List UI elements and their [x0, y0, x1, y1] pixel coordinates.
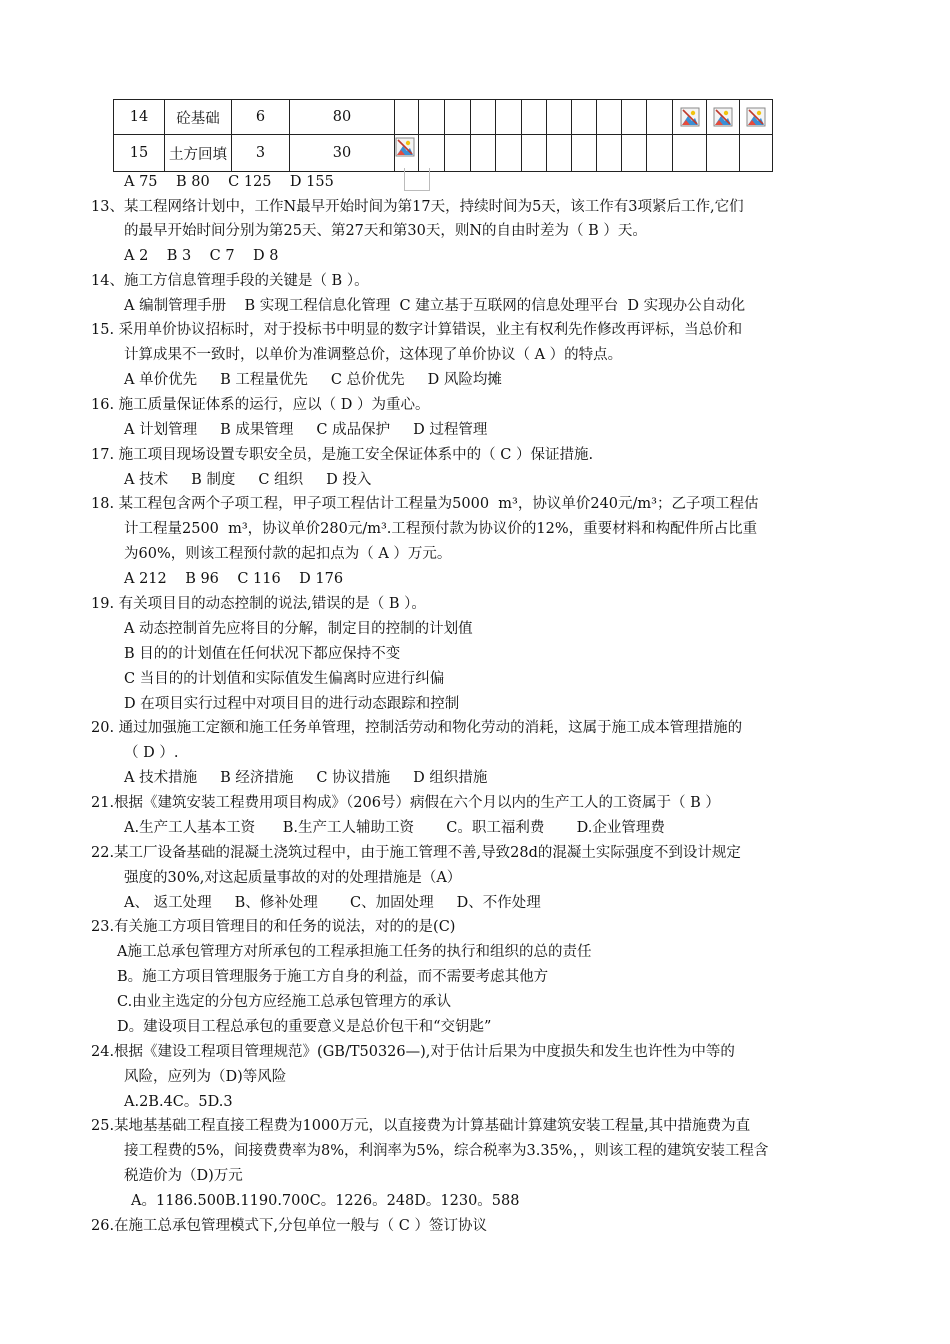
text-line: C.由业主选定的分包方应经施工总承包管理方的承认 — [117, 994, 452, 1010]
text-line: D。建设项目工程总承包的重要意义是总价包干和“交钥匙” — [117, 1019, 492, 1035]
text-line: （ D ）. — [124, 745, 179, 761]
task-number-cell: 14 — [114, 100, 165, 135]
timeline-cell — [496, 135, 522, 172]
text-line: 24.根据《建设工程项目管理规范》(GB/T50326—),对于估计后果为中度损失和发生也许性为中等的 — [91, 1044, 735, 1060]
table-row — [114, 100, 773, 135]
text-line: 16. 施工质量保证体系的运行，应以（ D ）为重心。 — [91, 397, 430, 413]
timeline-cell — [707, 135, 740, 172]
task-name-cell: 土方回填 — [165, 135, 232, 172]
text-line: A 技术 B 制度 C 组织 D 投入 — [124, 472, 372, 488]
timeline-cell — [471, 135, 496, 172]
text-line: 25.某地基基础工程直接工程费为1000万元，以直接费为计算基础计算建筑安装工程量,其中措施费为直 — [91, 1118, 751, 1134]
table-row — [114, 135, 773, 172]
timeline-cell — [572, 100, 597, 135]
broken-image-icon — [680, 107, 700, 127]
text-line: A。1186.500B.1190.700C。1226。248D。1230。588 — [131, 1193, 520, 1209]
timeline-cell — [547, 100, 572, 135]
timeline-cell — [597, 135, 622, 172]
text-line: A 编制管理手册 B 实现工程信息化管理 C 建立基于互联网的信息处理平台 D 实现办公自动化 — [124, 298, 746, 314]
timeline-cell — [740, 100, 773, 135]
broken-image-icon — [713, 107, 733, 127]
timeline-cell — [622, 100, 647, 135]
timeline-cell — [496, 100, 522, 135]
text-line: 计算成果不一致时，以单价为准调整总价，这体现了单价协议（ A ）的特点。 — [124, 347, 623, 363]
text-line: 15. 采用单价协议招标时，对于投标书中明显的数字计算错误，业主有权利先作修改再评标，当总价和 — [91, 322, 743, 338]
text-line: 18. 某工程包含两个子项工程，甲子项工程估计工程量为5000 m³，协议单价240元/m³；乙子项工程估 — [91, 496, 759, 512]
timeline-cell — [673, 100, 707, 135]
timeline-cell — [647, 100, 673, 135]
text-line: 计工程量2500 m³，协议单价280元/m³.工程预付款为协议价的12%，重要材料和构配件所占比重 — [124, 521, 758, 537]
timeline-cell — [471, 100, 496, 135]
duration-cell: 6 — [232, 100, 290, 135]
text-line: 19. 有关项目目的动态控制的说法,错误的是（ B ）。 — [91, 596, 426, 612]
amount-cell: 80 — [290, 100, 395, 135]
table-cell-stub — [404, 168, 430, 191]
text-line: C 当目的的计划值和实际值发生偏离时应进行纠偏 — [124, 671, 445, 687]
timeline-cell — [707, 100, 740, 135]
text-line: A、 返工处理 B、修补处理 C、加固处理 D、不作处理 — [124, 895, 541, 911]
timeline-cell — [522, 100, 547, 135]
text-line: 为60%，则该工程预付款的起扣点为（ A ）万元。 — [124, 546, 452, 562]
timeline-cell — [445, 100, 471, 135]
text-line: A 动态控制首先应将目的分解，制定目的控制的计划值 — [124, 621, 473, 637]
text-line: A.2B.4C。5D.3 — [124, 1094, 233, 1110]
text-line: D 在项目实行过程中对项目目的进行动态跟踪和控制 — [124, 696, 460, 712]
timeline-cell — [622, 135, 647, 172]
timeline-cell — [419, 100, 445, 135]
timeline-cell — [445, 135, 471, 172]
text-line: A 计划管理 B 成果管理 C 成品保护 D 过程管理 — [124, 422, 488, 438]
text-line: B。施工方项目管理服务于施工方自身的利益，而不需要考虑其他方 — [117, 969, 549, 985]
broken-image-icon — [746, 107, 766, 127]
schedule-table — [113, 99, 773, 172]
text-line: 强度的30%,对这起质量事故的对的处理措施是（A） — [124, 870, 462, 886]
text-line: 20. 通过加强施工定额和施工任务单管理，控制活劳动和物化劳动的消耗，这属于施工成本管理措施的 — [91, 720, 743, 736]
timeline-cell — [597, 100, 622, 135]
duration-cell: 3 — [232, 135, 290, 172]
broken-image-icon — [395, 137, 415, 157]
text-line: A.生产工人基本工资 B.生产工人辅助工资 C。职工福利费 D.企业管理费 — [124, 820, 665, 836]
timeline-cell — [572, 135, 597, 172]
task-number-cell: 15 — [114, 135, 165, 172]
text-line: A 单价优先 B 工程量优先 C 总价优先 D 风险均摊 — [124, 372, 502, 388]
text-line: 13、某工程网络计划中，工作N最早开始时间为第17天，持续时间为5天，该工作有3项紧后工作,它们 — [91, 199, 744, 215]
text-line: A 212 B 96 C 116 D 176 — [124, 571, 344, 587]
amount-cell: 30 — [290, 135, 395, 172]
text-line: 14、施工方信息管理手段的关键是（ B ）。 — [91, 273, 369, 289]
text-line: B 目的的计划值在任何状况下都应保持不变 — [124, 646, 401, 662]
text-line: A 2 B 3 C 7 D 8 — [124, 248, 279, 264]
text-line: A 75 B 80 C 125 D 155 — [124, 174, 334, 190]
text-line: 税造价为（D)万元 — [124, 1168, 243, 1184]
text-line: 26.在施工总承包管理模式下,分包单位一般与（ C ）签订协议 — [91, 1218, 487, 1234]
timeline-cell — [395, 100, 419, 135]
timeline-cell — [395, 135, 419, 172]
text-line: 的最早开始时间分别为第25天、第27天和第30天，则N的自由时差为（ B ）天。 — [124, 223, 647, 239]
timeline-cell — [419, 135, 445, 172]
text-line: 17. 施工项目现场设置专职安全员，是施工安全保证体系中的（ C ）保证措施. — [91, 447, 594, 463]
text-line: 23.有关施工方项目管理目的和任务的说法，对的的是(C) — [91, 919, 456, 935]
timeline-cell — [547, 135, 572, 172]
text-line: 风险，应列为（D)等风险 — [124, 1069, 287, 1085]
text-line: A 技术措施 B 经济措施 C 协议措施 D 组织措施 — [124, 770, 488, 786]
timeline-cell — [522, 135, 547, 172]
timeline-cell — [673, 135, 707, 172]
task-name-cell: 砼基础 — [165, 100, 232, 135]
text-line: 接工程费的5%，间接费费率为8%，利润率为5%，综合税率为3.35%，，则该工程的建筑安装工程含 — [124, 1143, 769, 1159]
timeline-cell — [740, 135, 773, 172]
text-line: 21.根据《建筑安装工程费用项目构成》（206号）病假在六个月以内的生产工人的工资属于（ B ） — [91, 795, 720, 811]
text-line: A施工总承包管理方对所承包的工程承担施工任务的执行和组织的总的责任 — [117, 944, 592, 960]
text-line: 22.某工厂设备基础的混凝土浇筑过程中，由于施工管理不善,导致28d的混凝土实际强度不到设计规定 — [91, 845, 741, 861]
timeline-cell — [647, 135, 673, 172]
